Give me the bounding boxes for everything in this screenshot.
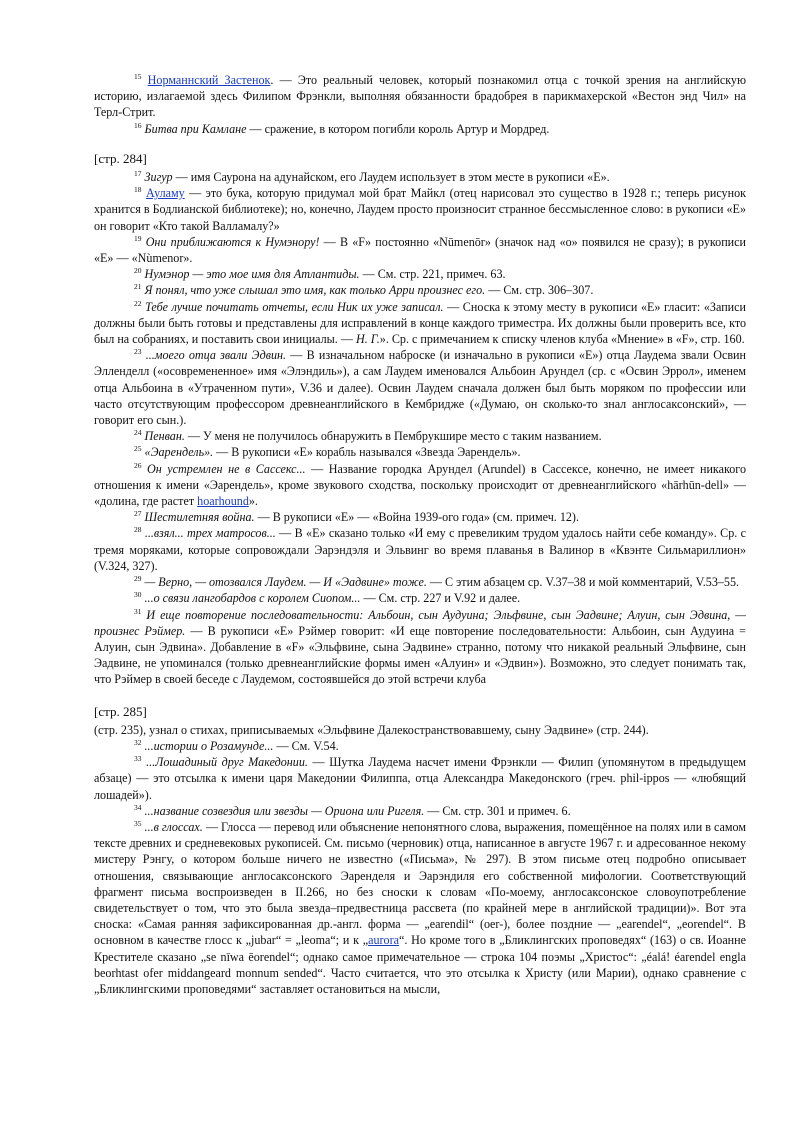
footnote-17: $^{17}$ Зигур — имя Саурона на адунайском, его Лаудем использует в этом месте в рукописи «Е». [134, 169, 610, 185]
footnote-33: $^{33}$ ...Лошадиный друг Македонии. — Шутка Лаудема насчет имени Фрэнкли — Филип (упомянутом в предыдущем абзаце) — это отсылка к имени царя Македонии Филиппа, отца Александра Македонского (греч. phil-ippos — «любящий лошадей»). [94, 754, 746, 802]
footnote-19: $^{19}$ Они приближаются к Нумэнору! — В «F» постоянно «Nūmenōr» (значок над «о» появился не сразу); в рукописи «Е» — «Nùmenor». [94, 233, 746, 266]
footnote-30: $^{30}$ ...о связи лангобардов с королем Сиопом... — См. стр. 227 и V.92 и далее. [134, 590, 521, 606]
footnote-29: $^{29}$ — Верно, — отозвался Лаудем. — И «Эадвине» тоже. — С этим абзацем ср. V.37–38 и мой комментарий, V.53–55. [134, 574, 740, 590]
footnote-35: $^{35}$ ...в глоссах. — Глосса — перевод или объяснение непонятного слова, выражения, помещённое на полях или в самом тексте древних и средневековых рукописей. См. письмо (черновик) отца, написанное в августе 1967 г. и адресованное некому мистеру Рэнгу, о котором больше ничего не известно («Письма», № 297). В этом письме отец подробно описывает отношения, связывающие англосаксонского Эаренделя и Эарэндиля его собственной мифологии. Соответствующий фрагмент письма воспроизведен в II.266, но без сноски к словам «По-моему, англосаксонское словоупотребление свидетельствует о том, что это была звезда–предвестница рассвета (по крайней мере в английской традиции)». Вот эта сноска: «Самая ранняя зафиксированная др.-англ. форма — „earendil“ (oer-), более поздние — „earendel“, „eorendel“. В основном в качестве глосс к „jubar“ = „leoma“; и к „aurora“. Но кроме того в „Бликлингских проповедях“ (163) о св. Иоанне Крестителе сказано „se nīwa ēorendel“; однако самое примечательное — строка 104 поэмы „Христос“: „éalá! éarendel engla beorhtast ofer middangeard monnum sended“. Часто считается, что это отсылка к Христу (или Марии), однако сравнение с „Бликлингскими проповедями“ заставляет остановиться на мысли, [94, 818, 746, 996]
footnote-34: $^{34}$ ...название созвездия или звезды — Ориона или Ригеля. — См. стр. 301 и примеч. 6. [134, 802, 571, 818]
footnote-24: $^{24}$ Пенван. — У меня не получилось обнаружить в Пембрукшире место с таким названием. [134, 428, 602, 444]
footnote-27: $^{27}$ Шестилетняя война. — В рукописи «Е» — «Война 1939-ого года» (см. примеч. 12). [134, 509, 579, 525]
footnote-25: $^{25}$ «Эарендель». — В рукописи «Е» корабль назывался «Звезда Эарендель». [134, 444, 521, 460]
footnote-16: $^{16}$ Битва при Камлане — сражение, в котором погибли король Артур и Мордред. [134, 120, 550, 136]
footnote-31: $^{31}$ И еще повторение последовательности: Альбоин, сын Аудуина; Эльфвине, сын Эадвине; Алуин, сын Эдвина, — произнес Рэймер. — В рукописи «Е» Рэймер говорит: «И еще повторение последовательности: Альбоин, сын Аудуина = Алуин, сын Эдвина». Добавление в «F» «Эльфвине, сына Эадвине» странно, потому что никакой реальный Эльфвине, сын Эадвине, не упоминался (только древнеанглийские формы имен «Алуин» и «Эдвин»). Возможно, это следует понимать так, что Рэймер в своей беседе с Лаудемом, состоявшейся до этой встречи клуба [94, 606, 746, 687]
footnote-23: $^{23}$ ...моего отца звали Эдвин. — В изначальном наброске (и изначально в рукописи «Е») отца Лаудема звали Освин Элленделл («осовремененное» имя «Элэндиль»), а сам Лаудем именовался Альбоин Арундел (ср. с «Освин Эррол», именем отца Альбоина в «Утраченном пути», V.36 и далее). Освин Лаудем сначала должен был быть моряком по профессии или часто отсутствующим профессором древнеанглийского в Кембридже («Думаю, он сколько-то знал англосаксонский», — говорит его сын.). [94, 347, 746, 428]
link-aulamu[interactable]: Ауламу [145, 186, 185, 201]
footnote-32: $^{32}$ ...истории о Розамунде... — См. V.54. [134, 737, 339, 753]
section-header-284: [стр. 284] [94, 150, 147, 166]
footnote-21: $^{21}$ Я понял, что уже слышал это имя, как только Арри произнес его. — См. стр. 306–307. [134, 282, 594, 298]
footnote-26: $^{26}$ Он устремлен не в Сассекс... — Название городка Арундел (Arundel) в Сассексе, конечно, не имеет никакого отношения к имени «Эарендель», кроме звукового сходства, поскольку происходит от древнеанглийского «hārhūn-dell» — «долина, где растет hoarhound». [94, 460, 747, 509]
footnote-22: $^{22}$ Тебе лучше почитать отчеты, если Ник их уже записал. — Сноска к этому месту в рукописи «Е» гласит: «Записи должны были быть готовы и представлены для исправлений в конце каждого триместра. Их должны были проверить все, кто был на собраниях, и поставить свои инициалы. — Н. Г.». Ср. с примечанием к списку членов клуба «Мнение» в «F», стр. 160. [94, 298, 746, 347]
link-aurora[interactable]: aurora [368, 933, 399, 948]
continuation-text: (стр. 235), узнал о стихах, приписываемых «Эльфвине Далекостранствовавшему, сыну Эадвине» (стр. 244). [94, 722, 649, 737]
footnote-28: $^{28}$ ...взял... трех матросов... — В «Е» сказано только «И ему с превеликим трудом удалось найти себе команду». Ср. с тремя моряками, которые сопровождали Эарэндэля и Эльвинг во время плаванья в Валинор в «Квэнте Сильмариллион» (V.324, 327). [94, 525, 746, 573]
link-hoarhound[interactable]: hoarhound [197, 494, 249, 509]
footnote-18: $^{18}$ Ауламу — это бука, которую придумал мой брат Майкл (отец нарисовал это существо в 1928 г.; теперь рисунок хранится в Бодлианской библиотеке); но, конечно, Лаудем просто произносит странное бессмысленное слово: в рукописи «Е» он говорит «Кто такой Валламалу?» [94, 185, 746, 233]
footnote-20: $^{20}$ Нумэнор — это мое имя для Атлантиды. — См. стр. 221, примеч. 63. [134, 266, 506, 282]
section-header-285: [стр. 285] [94, 703, 147, 719]
footnote-15: $^{15}$ Норманнский Застенок. — Это реальный человек, который познакомил отца с точкой зрения на английскую историю, излагаемой здесь Филипом Фрэнкли, выполняя обязанности брадобрея в парикмахерской «Вестон энд Чил» на Терл-Стрит. [94, 72, 746, 120]
link-normannsky-zastenok[interactable]: Норманнский Застенок [147, 73, 271, 87]
